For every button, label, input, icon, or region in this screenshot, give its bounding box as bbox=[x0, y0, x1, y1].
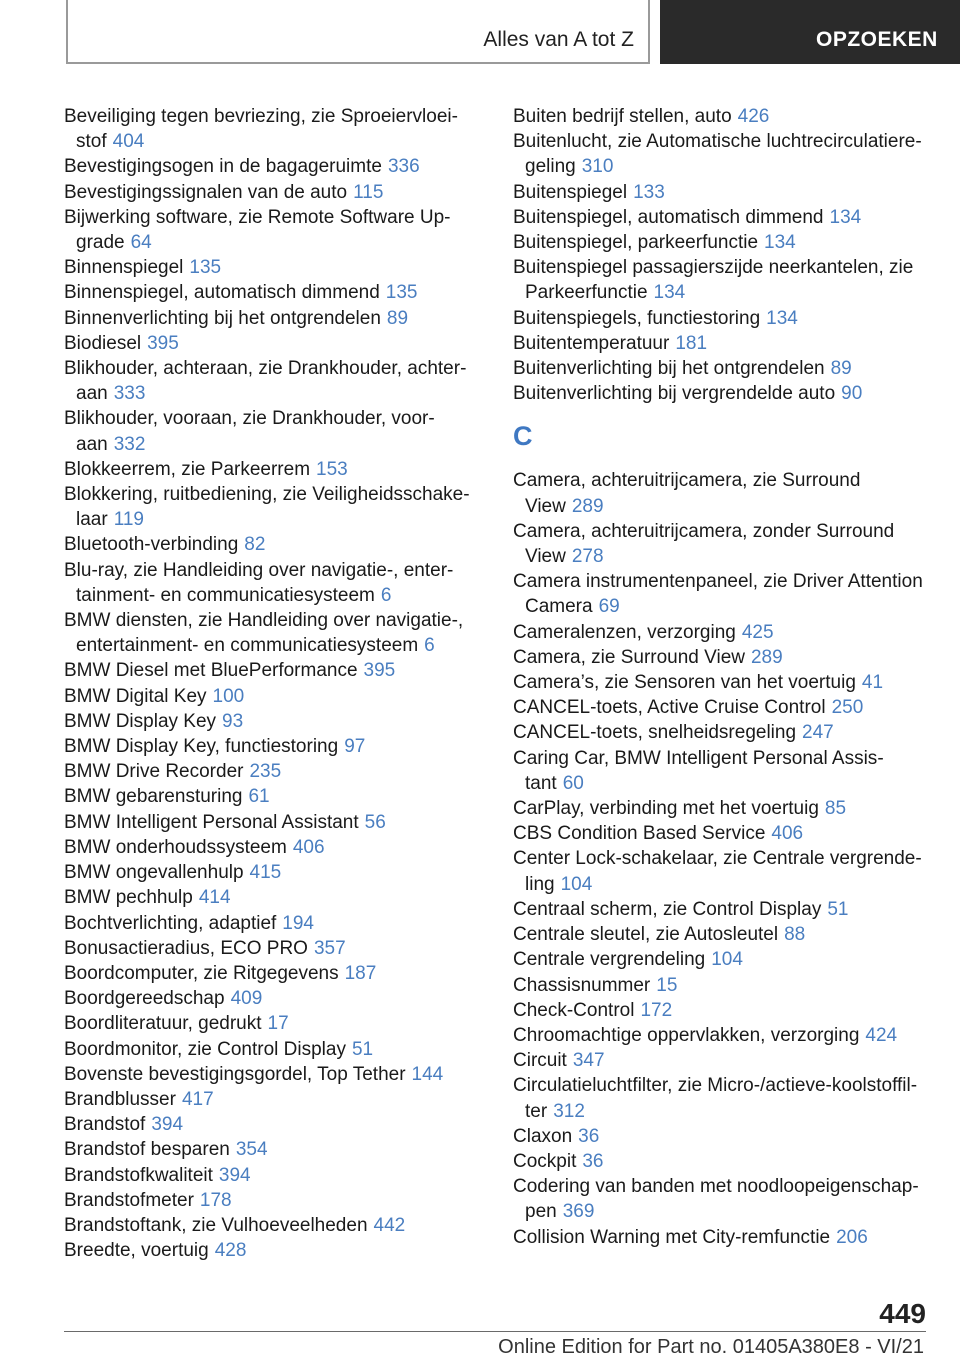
index-entry bbox=[64, 784, 484, 809]
index-entry bbox=[513, 468, 933, 518]
index-entry bbox=[513, 796, 933, 821]
entry-text: Bochtverlichting, adaptief bbox=[64, 912, 277, 934]
page-link[interactable]: 310 bbox=[581, 156, 614, 178]
index-entry bbox=[513, 381, 933, 406]
page-link[interactable]: 104 bbox=[711, 949, 743, 971]
index-entry bbox=[513, 973, 933, 998]
index-entry bbox=[64, 709, 484, 734]
page-link[interactable]: 181 bbox=[675, 332, 708, 354]
page-link[interactable]: 395 bbox=[147, 332, 179, 354]
page-link[interactable]: 133 bbox=[633, 181, 665, 203]
page-link[interactable]: 90 bbox=[841, 383, 863, 405]
index-group-b bbox=[513, 104, 933, 406]
page-link[interactable]: 424 bbox=[865, 1024, 898, 1046]
page-link[interactable]: 442 bbox=[373, 1214, 406, 1236]
page-link[interactable]: 426 bbox=[737, 106, 770, 127]
entry-text: Camera, achteruitrijcamera, zonder Surround View bbox=[513, 520, 895, 568]
index-entry bbox=[513, 104, 933, 129]
entry-text: Beveiliging tegen bevriezing, zie Sproeiervloeistof bbox=[64, 106, 458, 153]
entry-text: Bonusactieradius, ECO PRO bbox=[64, 937, 308, 959]
entry-text: BMW Drive Recorder bbox=[64, 761, 244, 783]
page-link[interactable]: 88 bbox=[784, 924, 806, 946]
index-entry bbox=[513, 746, 933, 796]
entry-text: Blokkering, ruitbediening, zie Veiligheidsschakelaar bbox=[64, 484, 470, 531]
index-entry bbox=[64, 280, 484, 305]
index-entry bbox=[64, 810, 484, 835]
index-entry bbox=[513, 1174, 933, 1224]
page-link[interactable]: 6 bbox=[380, 584, 392, 606]
index-entry bbox=[64, 331, 484, 356]
page-link[interactable]: 194 bbox=[282, 912, 314, 934]
entry-text: Buitenverlichting bij vergrendelde auto bbox=[513, 383, 836, 405]
entry-text: Centraal scherm, zie Control Display bbox=[513, 898, 822, 920]
page-link[interactable]: 289 bbox=[571, 495, 604, 517]
entry-text: CBS Condition Based Service bbox=[513, 823, 766, 845]
footer-divider bbox=[64, 1331, 926, 1332]
index-entry bbox=[513, 947, 933, 972]
entry-text: Boordgereedschap bbox=[64, 988, 225, 1010]
entry-text: Camera, zie Surround View bbox=[513, 646, 745, 668]
index-entry bbox=[64, 205, 484, 255]
entry-text: Bevestigingssignalen van de auto bbox=[64, 181, 348, 203]
index-entry bbox=[513, 670, 933, 695]
page-link[interactable]: 415 bbox=[249, 862, 282, 884]
entry-text: Buitentemperatuur bbox=[513, 332, 670, 354]
page-link[interactable]: 289 bbox=[750, 646, 783, 668]
index-entry bbox=[64, 356, 484, 406]
entry-text: Biodiesel bbox=[64, 332, 142, 354]
page-link[interactable]: 134 bbox=[829, 206, 862, 228]
page-link[interactable]: 41 bbox=[861, 672, 884, 694]
entry-text: Camera, achteruitrijcamera, zie Surround View bbox=[513, 470, 861, 517]
index-entry bbox=[64, 457, 484, 482]
index-entry bbox=[64, 1188, 484, 1213]
index-entry bbox=[64, 406, 484, 456]
entry-text: Brandstofkwaliteit bbox=[64, 1164, 213, 1186]
page-link[interactable]: 332 bbox=[113, 433, 146, 455]
entry-text: Brandstoftank, zie Vulhoeveelheden bbox=[64, 1214, 368, 1236]
index-entry bbox=[64, 860, 484, 885]
entry-text: BMW ongevallenhulp bbox=[64, 862, 244, 884]
entry-text: CANCEL-toets, Active Cruise Control bbox=[513, 697, 826, 719]
index-entry bbox=[513, 255, 933, 305]
index-entry bbox=[64, 1137, 484, 1162]
entry-text: Buiten bedrijf stellen, auto bbox=[513, 106, 732, 127]
index-entry bbox=[64, 532, 484, 557]
page-link[interactable]: 409 bbox=[230, 988, 263, 1010]
page-link[interactable]: 357 bbox=[313, 937, 346, 959]
page-link[interactable]: 428 bbox=[214, 1240, 247, 1262]
page-link[interactable]: 134 bbox=[766, 307, 798, 329]
index-entry bbox=[513, 998, 933, 1023]
index-entry bbox=[513, 1023, 933, 1048]
section-letter: C bbox=[513, 421, 533, 452]
page-link[interactable]: 17 bbox=[267, 1013, 289, 1035]
entry-text: BMW Diesel met BluePerformance bbox=[64, 660, 358, 682]
page-link[interactable]: 15 bbox=[656, 974, 678, 996]
entry-text: Brandstof bbox=[64, 1114, 146, 1136]
page-link[interactable]: 36 bbox=[582, 1150, 604, 1172]
index-entry bbox=[64, 1163, 484, 1188]
index-entry bbox=[513, 846, 933, 896]
entry-text: Blu-ray, zie Handleiding over navigatie-, entertainment- en communicatiesysteem bbox=[64, 559, 454, 606]
entry-text: Claxon bbox=[513, 1125, 573, 1147]
page-link[interactable]: 104 bbox=[560, 873, 593, 895]
page-link[interactable]: 414 bbox=[198, 887, 231, 909]
page-link[interactable]: 56 bbox=[364, 811, 386, 833]
entry-text: Circuit bbox=[513, 1050, 567, 1072]
entry-text: Brandblusser bbox=[64, 1088, 176, 1110]
index-entry bbox=[64, 180, 484, 205]
page-link[interactable]: 187 bbox=[344, 962, 377, 984]
index-entry bbox=[64, 961, 484, 986]
entry-text: Buitenspiegels, functiestoring bbox=[513, 307, 761, 329]
index-entry bbox=[513, 1048, 933, 1073]
page-link[interactable]: 85 bbox=[824, 798, 847, 820]
index-entry bbox=[513, 569, 933, 619]
entry-text: CarPlay, verbinding met het voertuig bbox=[513, 798, 819, 820]
page-link[interactable]: 60 bbox=[562, 772, 584, 794]
page-number: 449 bbox=[879, 1298, 926, 1329]
index-entry bbox=[64, 154, 484, 179]
page-link[interactable]: 178 bbox=[199, 1189, 232, 1211]
entry-text: Buitenspiegel passagierszijde neerkantelen, zie Parkeerfunctie bbox=[513, 257, 914, 304]
entry-text: Buitenspiegel, automatisch dimmend bbox=[513, 206, 824, 228]
entry-text: BMW gebarensturing bbox=[64, 786, 243, 808]
entry-text: BMW pechhulp bbox=[64, 887, 193, 909]
page-link[interactable]: 336 bbox=[387, 156, 420, 178]
entry-text: Caring Car, BMW Intelligent Personal Assistant bbox=[513, 747, 884, 794]
page-link[interactable]: 394 bbox=[218, 1164, 251, 1186]
index-entry bbox=[64, 1011, 484, 1036]
page-link[interactable]: 250 bbox=[831, 697, 864, 719]
index-entry bbox=[64, 885, 484, 910]
entry-text: BMW onderhoudssysteem bbox=[64, 836, 287, 858]
entry-text: Boordliteratuur, gedrukt bbox=[64, 1013, 262, 1035]
index-entry bbox=[64, 911, 484, 936]
index-entry bbox=[64, 658, 484, 683]
entry-text: Buitenlucht, zie Automatische luchtrecirculatieregeling bbox=[513, 131, 922, 178]
index-entry bbox=[64, 104, 484, 154]
page-link[interactable]: 395 bbox=[363, 660, 396, 682]
index-entry bbox=[513, 129, 933, 179]
index-entry bbox=[513, 645, 933, 670]
index-entry bbox=[64, 986, 484, 1011]
page-link[interactable]: 51 bbox=[827, 898, 849, 920]
index-entry bbox=[64, 1062, 484, 1087]
entry-text: Brandstofmeter bbox=[64, 1189, 194, 1211]
entry-text: Blokkeerrem, zie Parkeerrem bbox=[64, 458, 311, 480]
index-entry bbox=[64, 1213, 484, 1238]
page-link[interactable]: 89 bbox=[386, 307, 409, 329]
index-entry bbox=[64, 558, 484, 608]
entry-text: Binnenspiegel bbox=[64, 257, 184, 279]
section-title: Alles van A tot Z bbox=[483, 28, 634, 51]
page-link[interactable]: 89 bbox=[830, 358, 852, 380]
index-entry bbox=[64, 734, 484, 759]
entry-text: Check-Control bbox=[513, 999, 635, 1021]
page-link[interactable]: 312 bbox=[553, 1100, 585, 1122]
index-entry bbox=[64, 1037, 484, 1062]
page-link[interactable]: 69 bbox=[598, 596, 620, 618]
page-link[interactable]: 333 bbox=[113, 383, 146, 405]
index-entry bbox=[513, 1124, 933, 1149]
header-tab-frame bbox=[66, 0, 650, 64]
entry-text: Centrale sleutel, zie Autosleutel bbox=[513, 924, 779, 946]
page-link[interactable]: 247 bbox=[802, 722, 834, 744]
index-entry bbox=[513, 922, 933, 947]
entry-text: Boordmonitor, zie Control Display bbox=[64, 1038, 346, 1060]
index-entry bbox=[513, 205, 933, 230]
entry-text: BMW Digital Key bbox=[64, 685, 207, 707]
entry-text: Buitenspiegel, parkeerfunctie bbox=[513, 232, 759, 254]
entry-text: Chroomachtige oppervlakken, verzorging bbox=[513, 1024, 860, 1046]
page-link[interactable]: 278 bbox=[571, 546, 604, 568]
page-link[interactable]: 404 bbox=[112, 131, 145, 153]
index-entry bbox=[64, 306, 484, 331]
page-link[interactable]: 406 bbox=[292, 836, 325, 858]
entry-text: CANCEL-toets, snelheidsregeling bbox=[513, 722, 797, 744]
index-entry bbox=[513, 180, 933, 205]
page-link[interactable]: 64 bbox=[130, 232, 152, 254]
entry-text: Center Lock-schakelaar, zie Centrale vergrendeling bbox=[513, 848, 922, 895]
index-column-left bbox=[64, 104, 484, 1263]
index-entry bbox=[513, 821, 933, 846]
index-entry bbox=[64, 482, 484, 532]
index-group-c bbox=[513, 468, 933, 1249]
entry-text: Binnenverlichting bij het ontgrendelen bbox=[64, 307, 381, 329]
page-link[interactable]: 119 bbox=[113, 509, 144, 531]
entry-text: Cockpit bbox=[513, 1150, 577, 1172]
entry-text: BMW Intelligent Personal Assistant bbox=[64, 811, 359, 833]
entry-text: Bovenste bevestigingsgordel, Top Tether bbox=[64, 1063, 406, 1085]
index-entry bbox=[513, 1225, 933, 1250]
index-entry bbox=[513, 720, 933, 745]
page-link[interactable]: 61 bbox=[248, 786, 270, 808]
index-entry bbox=[64, 835, 484, 860]
entry-text: Blikhouder, achteraan, zie Drankhouder, achteraan bbox=[64, 358, 467, 405]
index-entry bbox=[513, 695, 933, 720]
entry-text: Circulatieluchtfilter, zie Micro-/actieve-koolstoffilter bbox=[513, 1075, 918, 1122]
index-entry bbox=[64, 936, 484, 961]
entry-text: Centrale vergrendeling bbox=[513, 949, 706, 971]
page-link[interactable]: 417 bbox=[181, 1088, 214, 1110]
entry-text: Collision Warning met City-remfunctie bbox=[513, 1226, 831, 1248]
page-link[interactable]: 394 bbox=[151, 1114, 184, 1136]
index-entry bbox=[513, 331, 933, 356]
page-link[interactable]: 93 bbox=[222, 710, 244, 732]
page-link[interactable]: 206 bbox=[836, 1226, 868, 1248]
opzoeken-tab[interactable]: OPZOEKEN bbox=[660, 0, 960, 64]
page-link[interactable]: 135 bbox=[385, 282, 418, 304]
entry-text: Blikhouder, vooraan, zie Drankhouder, vooraan bbox=[64, 408, 435, 455]
page-link[interactable]: 347 bbox=[572, 1050, 605, 1072]
index-entry bbox=[64, 255, 484, 280]
index-entry bbox=[513, 230, 933, 255]
entry-text: Camera’s, zie Sensoren van het voertuig bbox=[513, 672, 856, 694]
index-entry bbox=[513, 1073, 933, 1123]
entry-text: Codering van banden met noodloopeigenschappen bbox=[513, 1176, 919, 1223]
page-link[interactable]: 82 bbox=[244, 534, 266, 556]
index-entry bbox=[64, 759, 484, 784]
entry-text: Camera instrumentenpaneel, zie Driver Attention Camera bbox=[513, 571, 923, 618]
entry-text: Bluetooth-verbinding bbox=[64, 534, 239, 556]
index-entry bbox=[513, 519, 933, 569]
entry-text: Cameralenzen, verzorging bbox=[513, 621, 736, 643]
index-entry bbox=[64, 608, 484, 658]
page-link[interactable]: 6 bbox=[424, 635, 435, 657]
page-link[interactable]: 134 bbox=[653, 282, 686, 304]
page-link[interactable]: 354 bbox=[235, 1139, 268, 1161]
entry-text: Buitenspiegel bbox=[513, 181, 628, 203]
index-column-right bbox=[513, 104, 933, 1250]
index-entry bbox=[513, 897, 933, 922]
entry-text: BMW diensten, zie Handleiding over navigatie-, entertainment- en communicatiesysteem bbox=[64, 610, 464, 657]
page-link[interactable]: 51 bbox=[351, 1038, 374, 1060]
page-link[interactable]: 235 bbox=[249, 761, 282, 783]
index-entry bbox=[513, 1149, 933, 1174]
index-entry bbox=[64, 1112, 484, 1137]
page-link[interactable]: 144 bbox=[411, 1063, 444, 1085]
entry-text: Chassisnummer bbox=[513, 974, 651, 996]
index-entry bbox=[64, 684, 484, 709]
page-link[interactable]: 97 bbox=[344, 736, 366, 758]
entry-text: Bijwerking software, zie Remote Software Upgrade bbox=[64, 206, 451, 254]
index-entry bbox=[513, 620, 933, 645]
index-entry bbox=[64, 1087, 484, 1112]
page-link[interactable]: 425 bbox=[741, 621, 774, 643]
entry-text: Buitenverlichting bij het ontgrendelen bbox=[513, 358, 825, 380]
page-link[interactable]: 153 bbox=[316, 458, 348, 480]
page-link[interactable]: 134 bbox=[764, 232, 796, 254]
page-link[interactable]: 36 bbox=[578, 1125, 600, 1147]
entry-text: Binnenspiegel, automatisch dimmend bbox=[64, 282, 380, 304]
entry-text: BMW Display Key bbox=[64, 710, 217, 732]
entry-text: Brandstof besparen bbox=[64, 1139, 230, 1161]
page-link[interactable]: 115 bbox=[353, 181, 384, 203]
index-entry bbox=[513, 306, 933, 331]
entry-text: Bevestigingsogen in de bagageruimte bbox=[64, 156, 382, 178]
index-entry bbox=[513, 356, 933, 381]
entry-text: Boordcomputer, zie Ritgegevens bbox=[64, 962, 339, 984]
page-link[interactable]: 406 bbox=[771, 823, 804, 845]
page-link[interactable]: 369 bbox=[562, 1201, 595, 1223]
index-entry bbox=[64, 1238, 484, 1263]
edition-text: Online Edition for Part no. 01405A380E8 - VI/21 bbox=[498, 1336, 924, 1358]
entry-text: Breedte, voertuig bbox=[64, 1240, 209, 1262]
page-link[interactable]: 135 bbox=[189, 257, 222, 279]
entry-text: BMW Display Key, functiestoring bbox=[64, 736, 339, 758]
page-link[interactable]: 172 bbox=[640, 999, 673, 1021]
page-link[interactable]: 100 bbox=[212, 685, 245, 707]
